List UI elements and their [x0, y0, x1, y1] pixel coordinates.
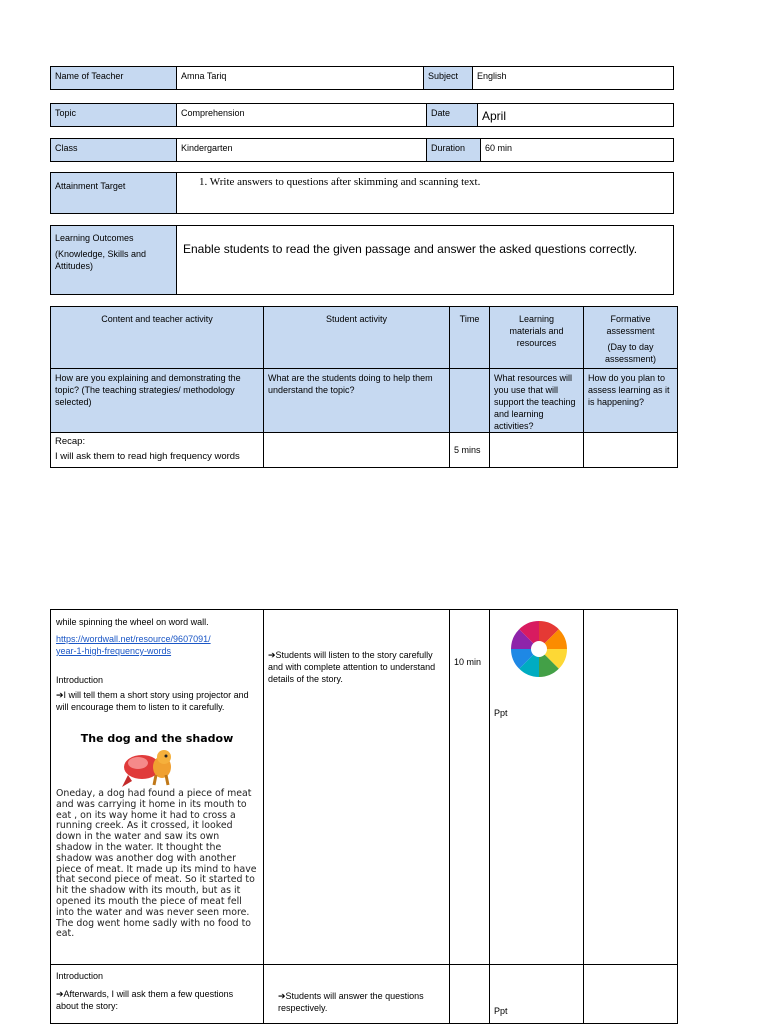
p2-materials-cell: [489, 609, 584, 965]
subject-label: Subject: [428, 71, 459, 81]
topic-label: Topic: [55, 108, 77, 118]
p2-time2-cell: [449, 964, 490, 1024]
p2-assessment2-cell: [583, 964, 678, 1024]
teacher-label-cell: [50, 66, 177, 90]
col-header-content-label: Content and teacher activity: [101, 314, 213, 324]
target-value: 1. Write answers to questions after skimming and scanning text.: [199, 176, 481, 188]
outcomes-label-cell: [50, 225, 177, 295]
date-value: April: [482, 109, 507, 123]
prompt-time: [449, 368, 490, 433]
spin-wheel-icon: [508, 618, 570, 680]
class-value-cell: [176, 138, 427, 162]
p2-assessment-cell: [583, 609, 678, 965]
intro-heading: Introduction: [56, 675, 104, 685]
resource2-text: Ppt: [494, 1006, 508, 1016]
intro-text: I will tell them a short story using projector and will encourage them to listen to it carefully.: [56, 690, 249, 712]
date-value-cell: [477, 103, 674, 127]
time-value: 10 min: [454, 657, 482, 667]
recap-title: Recap:: [55, 436, 86, 447]
arrow-icon: ➔: [56, 690, 64, 700]
col-header-student-label: Student activity: [325, 314, 388, 324]
recap-materials-cell: [489, 432, 584, 468]
class-label: Class: [55, 143, 78, 153]
target-label: Attainment Target: [55, 181, 126, 191]
subject-value-cell: [472, 66, 674, 90]
p2-time-cell: [449, 609, 490, 965]
col-header-student: [263, 306, 450, 369]
date-label: Date: [431, 108, 451, 118]
prompt-student: [263, 368, 450, 433]
col-header-assessment: [583, 306, 678, 369]
p2-content-cell: [50, 609, 264, 965]
outcomes-value: Enable students to read the given passage and answer the asked questions correctly.: [183, 242, 638, 256]
arrow-icon: ➔: [278, 991, 286, 1001]
recap-cell: [50, 432, 264, 468]
continued-text: while spinning the wheel on word wall.: [56, 617, 209, 627]
col-header-assessment-label: Formative assessment: [606, 314, 655, 336]
prompt-materials: [489, 368, 584, 433]
col-header-assessment-sublabel: (Day to day assessment): [604, 342, 657, 364]
class-label-cell: [50, 138, 177, 162]
dog-meat-illustration: [56, 745, 258, 789]
outcomes-value-cell: [176, 225, 674, 295]
outcomes-sublabel: (Knowledge, Skills and Attitudes): [55, 249, 147, 271]
col-header-materials: [489, 306, 584, 369]
target-label-cell: [50, 172, 177, 214]
prompt-student-text: What are the students doing to help them understand the topic?: [268, 373, 433, 395]
recap-time-cell: [449, 432, 490, 468]
prompt-assessment: [583, 368, 678, 433]
topic-value: Comprehension: [181, 108, 245, 118]
outcomes-label: Learning Outcomes: [55, 233, 134, 243]
col-header-time-label: Time: [459, 314, 480, 324]
intro2-heading: Introduction: [56, 971, 104, 981]
wordwall-link-line2: year-1-high-frequency-words: [56, 646, 172, 656]
story-title: The dog and the shadow: [80, 732, 234, 745]
duration-label-cell: [426, 138, 481, 162]
story-text: Oneday, a dog had found a piece of meat and was carrying it home in its mouth to eat , on its way home it had to cross a running creek. As it crossed, it looked down in the water and saw its own shadow in the water. It thought the shadow was another dog with another piece of meat. It made up its mind to have that second piece of meat. So it started to hit the shadow with its mouth, but as it opened its mouth the piece of meat fell into the water and was never seen more. The dog went home sadly with no food to eat.: [56, 788, 257, 940]
recap-student-cell: [263, 432, 450, 468]
duration-value: 60 min: [485, 143, 513, 153]
wordwall-link-line1: https://wordwall.net/resource/9607091/: [56, 634, 211, 644]
subject-label-cell: [423, 66, 473, 90]
p2-materials2-cell: [489, 964, 584, 1024]
arrow-icon: ➔: [56, 989, 64, 999]
student2-text: Students will answer the questions respectively.: [278, 991, 424, 1013]
duration-label: Duration: [431, 143, 466, 153]
intro2-text: Afterwards, I will ask them a few questions about the story:: [56, 989, 234, 1011]
subject-value: English: [477, 71, 507, 81]
p2-intro2-cell: [50, 964, 264, 1024]
col-header-content: [50, 306, 264, 369]
col-header-materials-label: Learning materials and resources: [509, 314, 564, 348]
prompt-content: [50, 368, 264, 433]
col-header-time: [449, 306, 490, 369]
target-value-cell: [176, 172, 674, 214]
recap-assessment-cell: [583, 432, 678, 468]
wordwall-link[interactable]: [56, 633, 258, 657]
teacher-value: Amna Tariq: [181, 71, 227, 81]
recap-time: 5 mins: [454, 445, 481, 455]
prompt-content-text: How are you explaining and demonstrating the topic? (The teaching strategies/ methodology selected): [55, 373, 241, 407]
dog-icon: [118, 745, 188, 789]
date-label-cell: [426, 103, 478, 127]
p2-student2-cell: [263, 964, 450, 1024]
p2-student-cell: [263, 609, 450, 965]
prompt-assessment-text: How do you plan to assess learning as it is happening?: [588, 373, 670, 407]
recap-text: I will ask them to read high frequency words: [55, 451, 240, 462]
teacher-label: Name of Teacher: [55, 71, 124, 81]
student-activity-text: Students will listen to the story carefully and with complete attention to understand details of the story.: [268, 650, 436, 684]
resource-text: Ppt: [494, 708, 508, 718]
topic-label-cell: [50, 103, 177, 127]
arrow-icon: ➔: [268, 650, 276, 660]
duration-value-cell: [480, 138, 674, 162]
class-value: Kindergarten: [181, 143, 233, 153]
topic-value-cell: [176, 103, 427, 127]
teacher-value-cell: [176, 66, 424, 90]
prompt-materials-text: What resources will you use that will support the teaching and learning activities?: [494, 373, 576, 431]
